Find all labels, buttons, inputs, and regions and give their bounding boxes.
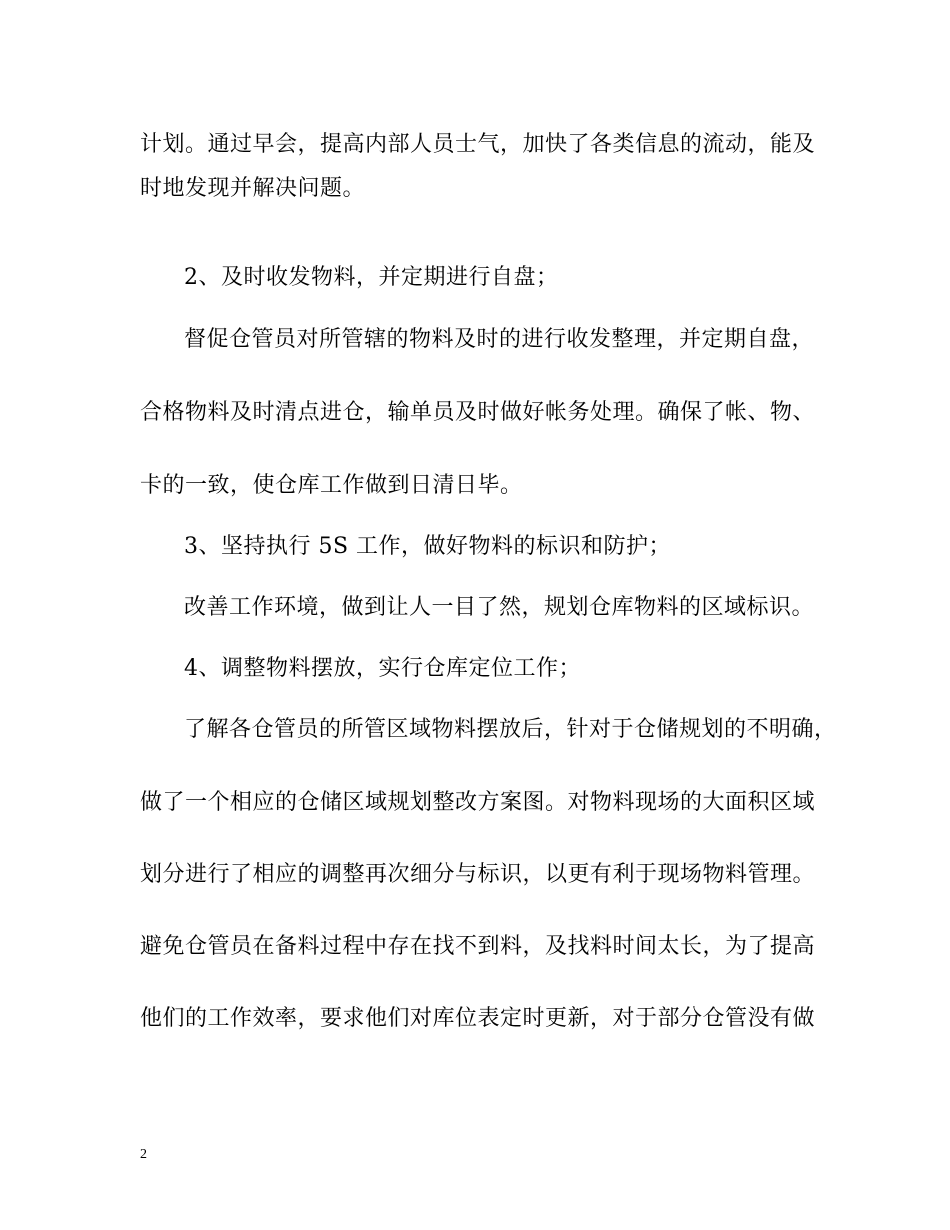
text-line-1: 计划。通过早会，提高内部人员士气，加快了各类信息的流动，能及 [140, 132, 816, 157]
section-heading-3: 3、坚持执行 5S 工作，做好物料的标识和防护； [184, 534, 672, 559]
text-line-2: 时地发现并解决问题。 [140, 176, 366, 201]
page-number: 2 [140, 1147, 147, 1162]
text-line-11: 做了一个相应的仓储区域规划整改方案图。对物料现场的大面积区域 [140, 790, 816, 815]
text-line-14: 他们的工作效率，要求他们对库位表定时更新，对于部分仓管没有做 [140, 1006, 816, 1031]
text-line-6: 卡的一致，使仓库工作做到日清日毕。 [140, 473, 523, 498]
text-line-5: 合格物料及时清点进仓，输单员及时做好帐务处理。确保了帐、物、 [140, 400, 816, 425]
section-heading-2: 2、及时收发物料，并定期进行自盘； [184, 265, 559, 290]
text-line-8: 改善工作环境，做到让人一目了然，规划仓库物料的区域标识。 [184, 595, 815, 620]
text-line-13: 避免仓管员在备料过程中存在找不到料，及找料时间太长，为了提高 [140, 934, 816, 959]
text-line-4: 督促仓管员对所管辖的物料及时的进行收发整理，并定期自盘， [184, 327, 815, 352]
text-line-10: 了解各仓管员的所管区域物料摆放后，针对于仓储规划的不明确， [184, 717, 837, 742]
section-heading-4: 4、调整物料摆放，实行仓库定位工作； [184, 656, 581, 681]
text-line-12: 划分进行了相应的调整再次细分与标识，以更有利于现场物料管理。 [140, 862, 816, 887]
